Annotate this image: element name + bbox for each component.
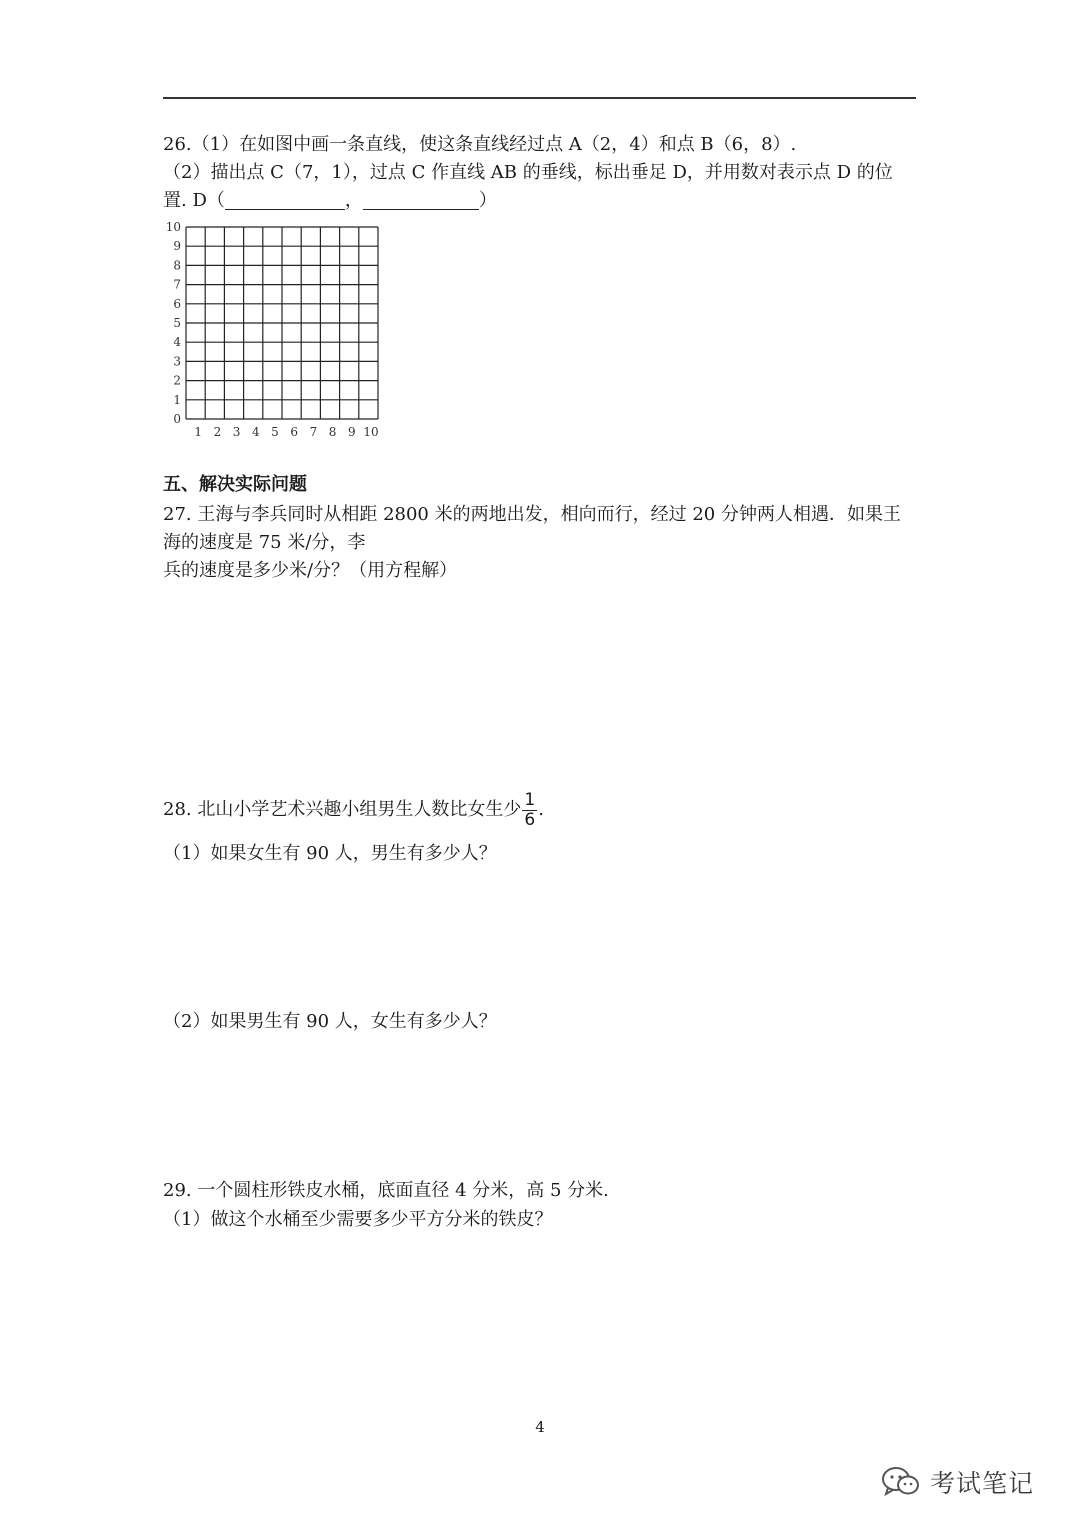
- x-tick-label: 5: [271, 425, 279, 439]
- q29-sub1: （1）做这个水桶至少需要多少平方分米的铁皮？: [163, 1209, 553, 1230]
- y-tick-label: 3: [173, 354, 181, 369]
- x-tick-label: 4: [251, 425, 260, 439]
- q26-line1: 26.（1）在如图中画一条直线，使这条直线经过点 A（2，4）和点 B（6，8）.: [163, 134, 797, 155]
- q28-stem-suffix: .: [538, 799, 544, 820]
- wechat-icon: [880, 1464, 922, 1500]
- fraction-numerator: 1: [524, 789, 536, 810]
- q26-line3: [163, 189, 497, 213]
- y-tick-label: 8: [173, 258, 181, 273]
- y-tick-label: 10: [165, 220, 181, 234]
- x-tick-label: 1: [194, 425, 203, 439]
- fraction-denominator: 6: [524, 809, 536, 830]
- header-rule: [163, 97, 916, 99]
- section-title: 五、解决实际问题: [163, 474, 307, 495]
- q28-stem-text: 28. 北山小学艺术兴趣小组男生人数比女生少: [163, 799, 522, 820]
- x-tick-label: 7: [309, 425, 318, 439]
- q26-line3-sep: ，: [344, 190, 363, 211]
- watermark: [880, 1462, 1034, 1502]
- q28-sub2: （2）如果男生有 90 人，女生有多少人？: [163, 1011, 497, 1032]
- x-tick-label: 9: [347, 425, 356, 439]
- q28-sub1: （1）如果女生有 90 人，男生有多少人？: [163, 843, 497, 864]
- q26-line3-suffix: ）: [478, 190, 497, 211]
- y-tick-label: 1: [173, 392, 181, 407]
- q27-line2: 海的速度是 75 米/分，李: [163, 532, 366, 553]
- y-tick-label: 7: [173, 277, 181, 292]
- answer-blank-y[interactable]: [363, 189, 479, 210]
- x-axis-ticks: [194, 425, 378, 439]
- q27-line1: 27. 王海与李兵同时从相距 2800 米的两地出发，相向而行，经过 20 分钟两人相遇．如果王: [163, 504, 901, 525]
- q26-line2: （2）描出点 C（7，1），过点 C 作直线 AB 的垂线，标出垂足 D，并用数对表示点 D 的位: [163, 162, 893, 183]
- y-tick-label: 2: [173, 373, 181, 388]
- x-tick-label: 3: [232, 425, 241, 439]
- y-tick-label: 0: [173, 412, 181, 426]
- answer-blank-x[interactable]: [225, 189, 345, 210]
- watermark-text: 考试笔记: [930, 1469, 1035, 1498]
- y-tick-label: 6: [173, 296, 181, 311]
- x-tick-label: 2: [213, 425, 222, 439]
- x-tick-label: 8: [328, 425, 337, 439]
- x-tick-label: 10: [363, 425, 379, 439]
- y-tick-label: 4: [173, 335, 181, 350]
- grid-lines: [186, 227, 378, 419]
- coordinate-grid: [160, 218, 390, 443]
- q29-stem: 29. 一个圆柱形铁皮水桶，底面直径 4 分米，高 5 分米.: [163, 1180, 609, 1201]
- fraction: [522, 791, 537, 830]
- q27-line3: 兵的速度是多少米/分？（用方程解）: [163, 560, 458, 581]
- page-number: 4: [535, 1418, 545, 1436]
- y-tick-label: 9: [173, 239, 181, 254]
- q28-stem: [163, 790, 544, 830]
- q26-line3-prefix: 置. D（: [163, 190, 225, 211]
- x-tick-label: 6: [290, 425, 299, 439]
- y-tick-label: 5: [173, 316, 181, 330]
- y-axis-ticks: [166, 220, 182, 426]
